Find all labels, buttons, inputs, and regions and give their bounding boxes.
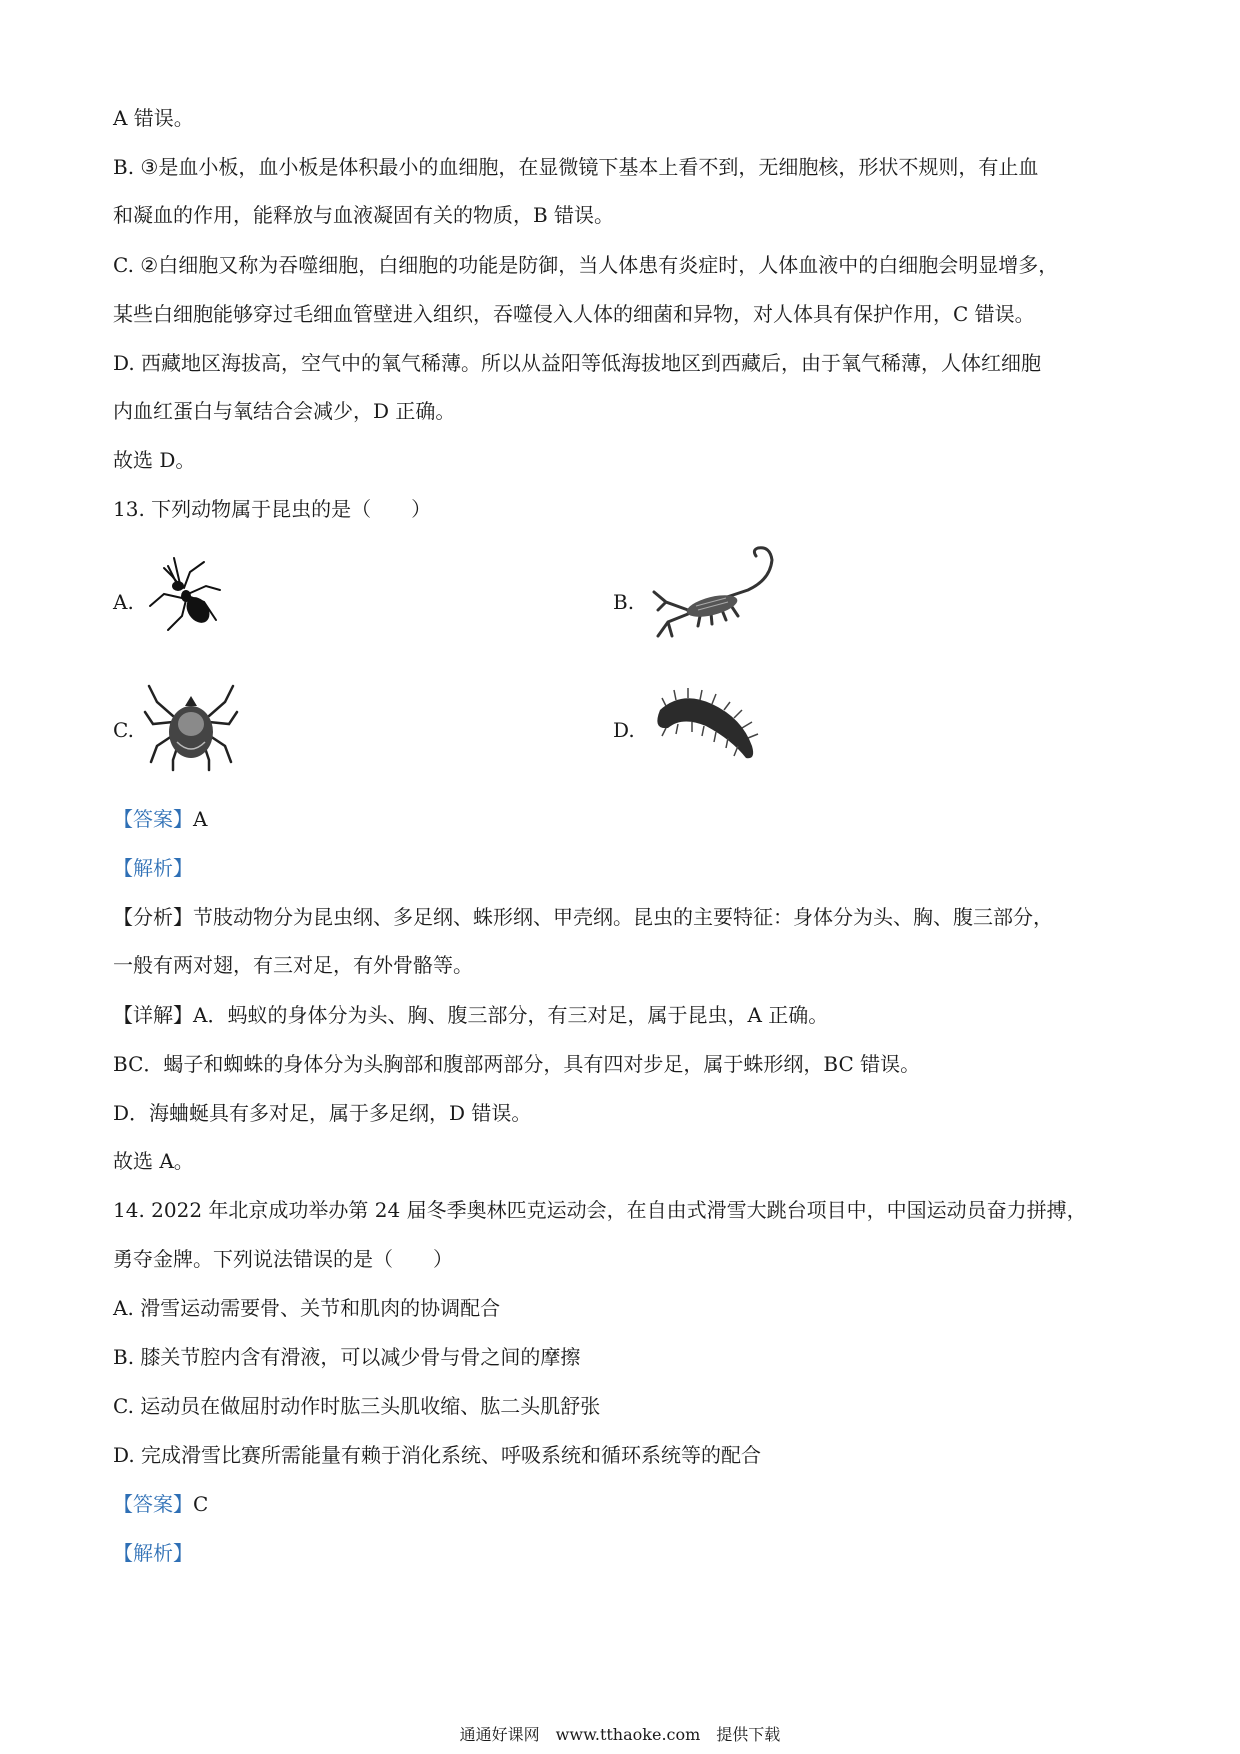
tick-icon — [143, 672, 239, 772]
fenxi-tag: 【分析】 — [113, 905, 193, 929]
option-14-b: B. 膝关节腔内含有滑液，可以减少骨与骨之间的摩擦 — [113, 1345, 581, 1369]
answer-tag: 【答案】 — [113, 807, 193, 831]
page-footer: 通通好课网 www.tthaoke.com 提供下载 — [459, 1725, 781, 1744]
fenxi-line-2: 一般有两对翅，有三对足，有外骨骼等。 — [113, 953, 473, 977]
analysis-tag: 【解析】 — [113, 856, 193, 880]
analysis-tag: 【解析】 — [113, 1541, 193, 1565]
fenxi-line-1 — [113, 903, 1053, 931]
analysis-14 — [113, 1539, 193, 1567]
answer-13 — [113, 805, 207, 833]
ant-icon — [142, 550, 232, 645]
centipede-icon — [642, 680, 772, 770]
conclusion-12: 故选 D。 — [113, 448, 196, 472]
option-14-a: A. 滑雪运动需要骨、关节和肌肉的协调配合 — [113, 1296, 501, 1320]
xiangjie-text: A．蚂蚁的身体分为头、胸、腹三部分，有三对足，属于昆虫，A 正确。 — [193, 1003, 829, 1027]
answer-line-c: C. ②白细胞又称为吞噬细胞，白细胞的功能是防御，当人体患有炎症时，人体血液中的白细胞会明显增多， — [113, 253, 1059, 277]
answer-line-c-cont: 某些白细胞能够穿过毛细血管壁进入组织，吞噬侵入人体的细菌和异物，对人体具有保护作用，C 错误。 — [113, 302, 1035, 326]
scorpion-icon — [648, 540, 788, 645]
answer-line-d: D. 西藏地区海拔高，空气中的氧气稀薄。所以从益阳等低海拔地区到西藏后，由于氧气稀薄，人体红细胞 — [113, 351, 1042, 375]
answer-line-b-cont: 和凝血的作用，能释放与血液凝固有关的物质，B 错误。 — [113, 203, 615, 227]
analysis-13 — [113, 854, 193, 882]
answer-value: C — [193, 1492, 209, 1516]
conclusion-13: 故选 A。 — [113, 1149, 194, 1173]
question-13-stem: 13. 下列动物属于昆虫的是（ ） — [113, 497, 432, 521]
question-14-stem: 14. 2022 年北京成功举办第 24 届冬季奥林匹克运动会，在自由式滑雪大跳台项目中，中国运动员奋力拼搏， — [113, 1198, 1087, 1222]
option-d-label: D. — [613, 718, 635, 742]
answer-line-b: B. ③是血小板，血小板是体积最小的血细胞，在显微镜下基本上看不到，无细胞核，形状不规则，有止血 — [113, 155, 1039, 179]
fenxi-text: 节肢动物分为昆虫纲、多足纲、蛛形纲、甲壳纲。昆虫的主要特征：身体分为头、胸、腹三部分， — [193, 905, 1053, 929]
xiangjie-line-2: BC．蝎子和蜘蛛的身体分为头胸部和腹部两部分，具有四对步足，属于蛛形纲，BC 错误。 — [113, 1052, 921, 1076]
answer-14 — [113, 1490, 208, 1518]
xiangjie-line-1 — [113, 1001, 828, 1029]
option-c-label: C. — [113, 718, 134, 742]
option-a-label: A. — [113, 590, 134, 614]
option-14-d: D. 完成滑雪比赛所需能量有赖于消化系统、呼吸系统和循环系统等的配合 — [113, 1443, 762, 1467]
option-b-label: B. — [613, 590, 635, 614]
answer-line-d-cont: 内血红蛋白与氧结合会减少，D 正确。 — [113, 399, 456, 423]
answer-line-a: A 错误。 — [113, 106, 194, 130]
answer-value: A — [193, 807, 208, 831]
option-14-c: C. 运动员在做屈肘动作时肱三头肌收缩、肱二头肌舒张 — [113, 1394, 601, 1418]
question-14-stem-cont: 勇夺金牌。下列说法错误的是（ ） — [113, 1247, 453, 1271]
answer-tag: 【答案】 — [113, 1492, 193, 1516]
xiangjie-tag: 【详解】 — [113, 1003, 193, 1027]
xiangjie-line-3: D．海蛐蜒具有多对足，属于多足纲，D 错误。 — [113, 1101, 532, 1125]
